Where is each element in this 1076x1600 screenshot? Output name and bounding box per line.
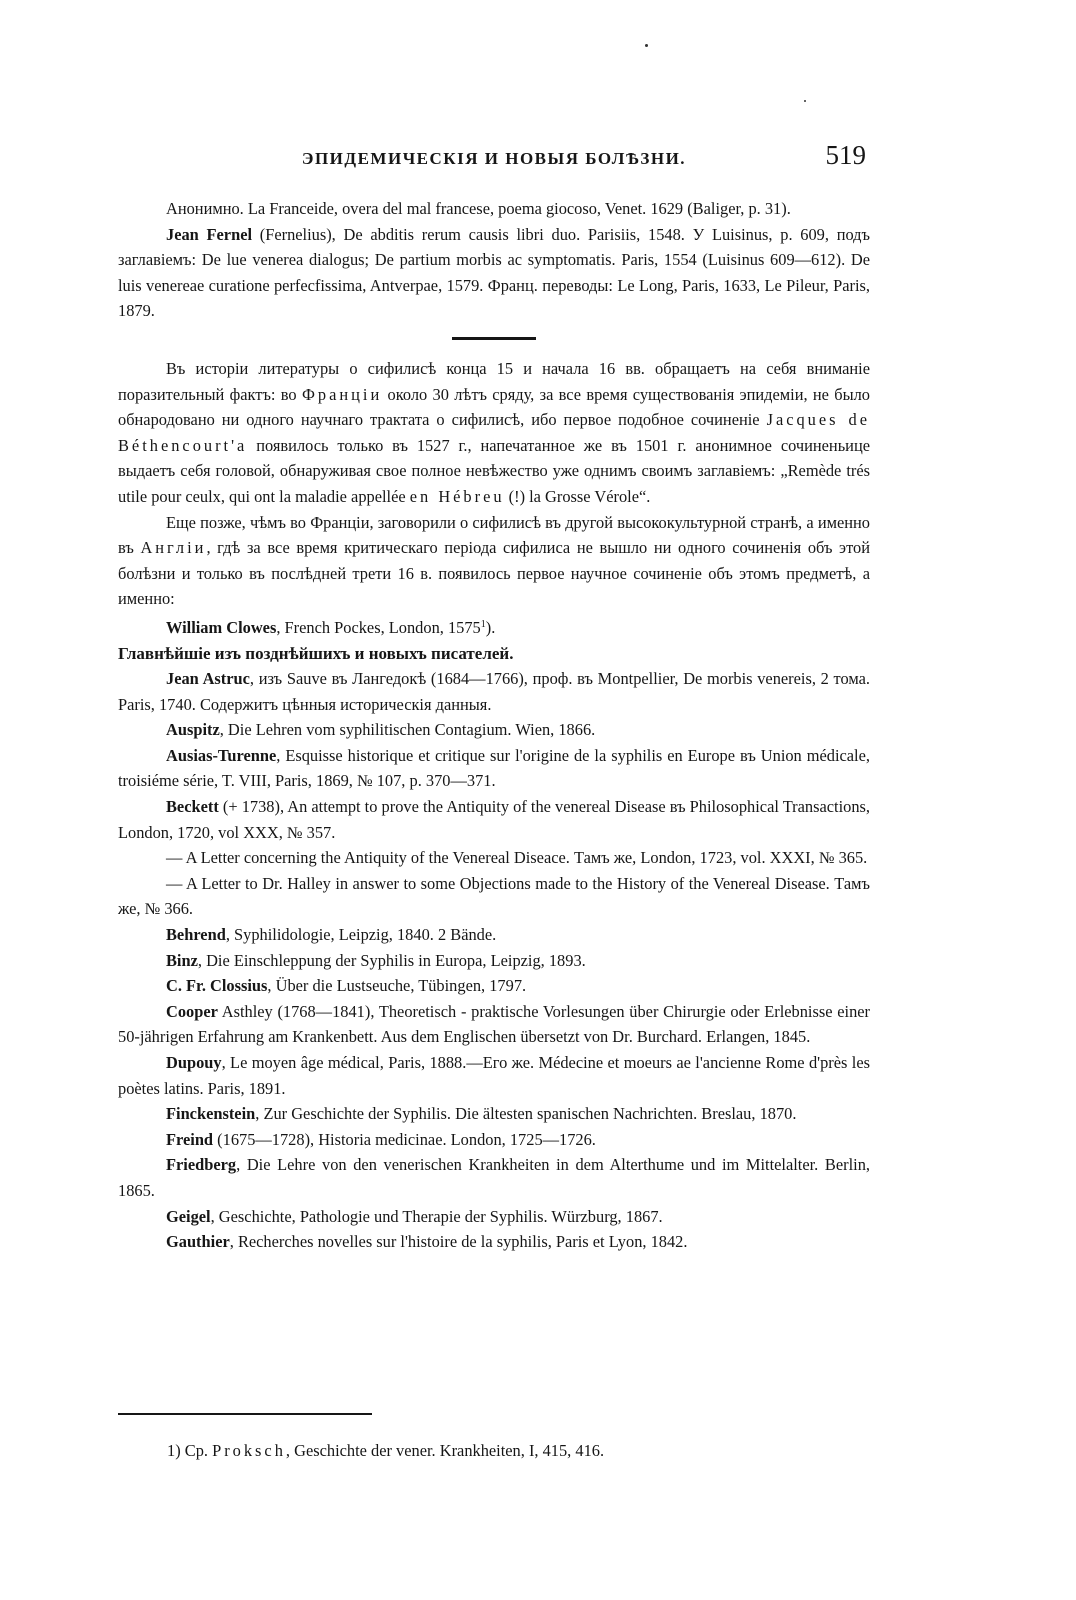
- entry-anonymous: [118, 196, 870, 222]
- bibliography-entry: [118, 1127, 870, 1153]
- author-name: Beckett: [166, 797, 219, 817]
- bibliography-entry: [118, 871, 870, 922]
- author-name: C. Fr. Clossius: [166, 976, 268, 996]
- page-header: [118, 140, 870, 180]
- paragraph-text: (!) la Grosse Vérole“.: [504, 486, 651, 506]
- bibliography-entry: [118, 666, 870, 717]
- paragraph-text: Еще позже, чѣмъ во Франціи, заговорили о сифилисѣ въ другой высококультурной странѣ, а именно въ: [118, 512, 870, 558]
- entry-text: , изъ Sauve въ Лангедокѣ (1684—1766), проф. въ Montpellier, De morbis venereis, 2 тома. Paris, 1740. Содержитъ цѣнныя историческія данныя.: [118, 669, 870, 714]
- paragraph-text: появилось только въ 1527 г., напечатанное же въ 1501 г. анонимное сочиненьице выдаетъ себя головой, обнаруживая свое полное невѣжество уже однимъ своимъ заглавіемъ: „Remède trés utile pour ceulx, qui ont la maladie appellée: [118, 435, 870, 506]
- entry-text: — A Letter to Dr. Halley in answer to some Objections made to the History of the Venereal Disease. Тамъ же, № 366.: [118, 873, 870, 919]
- bibliography-entry: [118, 1152, 870, 1203]
- bibliography-entry: [118, 743, 870, 794]
- entry-text: , Zur Geschichte der Syphilis. Die ältesten spanischen Nachrichten. Breslau, 1870.: [255, 1104, 797, 1124]
- entry-text: , Syphilidologie, Leipzig, 1840. 2 Bände.: [225, 925, 497, 945]
- spaced-word: Англіи: [140, 538, 207, 558]
- spaced-word: Франціи: [301, 384, 383, 404]
- entry-text: , Die Lehren vom syphilitischen Contagium. Wien, 1866.: [219, 720, 596, 740]
- author-name: Geigel: [166, 1206, 211, 1226]
- footnote-rule: [118, 1413, 372, 1415]
- paragraph-text: , гдѣ за все время критическаго періода сифилиса не вышло ни одного сочиненія объ этой болѣзни и только въ послѣдней трети 16 в. появилось первое научное сочиненіе объ этомъ предметѣ, а именно:: [118, 538, 870, 609]
- author-name: Friedberg: [166, 1155, 237, 1175]
- entry-text: , Esquisse historique et critique sur l'origine de la syphilis en Europe въ Union médicale, troisiéme série, T. VIII, Paris, 1869, № 107, p. 370—371.: [118, 745, 870, 791]
- author-name: William Clowes: [166, 617, 277, 637]
- section-heading: Главнѣйшіе изъ позднѣйшихъ и новыхъ писателей.: [118, 643, 514, 663]
- author-name: Jean Astruc: [166, 669, 250, 689]
- running-title: ЭПИДЕМИЧЕСКІЯ И НОВЫЯ БОЛѢЗНИ.: [301, 149, 687, 168]
- bibliography-entry: [118, 794, 870, 845]
- bibliography-entry: [118, 1204, 870, 1230]
- bibliography-entry: [118, 948, 870, 974]
- footnote-text: , Geschichte der vener. Krankheiten, I, 415, 416.: [285, 1441, 605, 1460]
- print-speck: [645, 44, 648, 47]
- bibliography-entry: [118, 845, 870, 871]
- paragraph-france: [118, 356, 870, 510]
- page-number: 519: [825, 140, 866, 170]
- spaced-word: Proksch: [212, 1441, 286, 1460]
- entry-text: (+ 1738), An attempt to prove the Antiquity of the venereal Disease въ Philosophical Transactions, London, 1720, vol XXX, № 357.: [118, 797, 870, 842]
- entry-text: , Die Lehre von den venerischen Krankheiten in dem Alterthume und im Mittelalter. Berlin, 1865.: [118, 1155, 870, 1200]
- paragraph-england: [118, 510, 870, 612]
- entry-text: , Geschichte, Pathologie und Therapie der Syphilis. Würzburg, 1867.: [210, 1206, 663, 1226]
- author-name: Finckenstein: [166, 1104, 256, 1124]
- bibliography-entry: [118, 1229, 870, 1255]
- footnote-ref[interactable]: 1: [480, 618, 486, 630]
- bibliography-list: [118, 666, 870, 1255]
- entry-text: , Le moyen âge médical, Paris, 1888.—Его же. Médecine et moeurs ae l'ancienne Rome d'près les poètes latins. Paris, 1891.: [118, 1053, 870, 1098]
- print-speck: [804, 100, 806, 102]
- author-name: Gauthier: [166, 1232, 230, 1252]
- spaced-word: Jacques de Béthencourt'a: [118, 410, 870, 455]
- paragraph-text: Въ исторіи литературы о сифилисѣ конца 15 и начала 16 вв. обращаетъ на себя вниманіе поразительный фактъ: во: [118, 358, 870, 404]
- paragraph-text: около 30 лѣтъ сряду, за все время существованія эпидеміи, не было обнародовано ни одного научнаго трактата о сифилисѣ, ибо первое подобное сочиненіе: [118, 384, 870, 430]
- spaced-word: en Hébreu: [409, 486, 505, 506]
- bibliography-entry: [118, 717, 870, 743]
- entry-fernel: [118, 222, 870, 324]
- entry-text: — A Letter concerning the Antiquity of the Venereal Diseace. Тамъ же, London, 1723, vol. XXXI, № 365.: [166, 848, 868, 868]
- section-divider: [452, 337, 536, 340]
- entry-text: (1675—1728), Historia medicinae. London, 1725—1726.: [213, 1129, 596, 1149]
- author-name: Jean Fernel: [166, 224, 253, 244]
- bibliography-entry: [118, 922, 870, 948]
- footnote-text: ) Cp.: [175, 1441, 213, 1460]
- entry-text: Asthley (1768—1841), Theoretisch - praktische Vorlesungen über Chirurgie oder Erlebnisse einer 50-jährigen Erfahrung am Krankenbett. Aus dem Englischen übersetzt von Dr. Burchard. Erlangen, 1845.: [118, 1001, 870, 1047]
- bibliography-entry: [118, 1050, 870, 1101]
- entry-clowes: [118, 612, 870, 641]
- footnote: [167, 1440, 867, 1462]
- entry-text: Анонимно. La Franceide, overa del mal francese, poema giocoso, Venet. 1629 (Baliger, p. 31).: [166, 199, 791, 218]
- entry-text: , Die Einschleppung der Syphilis in Europa, Leipzig, 1893.: [197, 950, 586, 970]
- author-name: Dupouy: [166, 1053, 222, 1072]
- entry-text: ).: [485, 617, 496, 637]
- author-name: Ausias-Turenne: [166, 745, 277, 765]
- author-name: Freind: [166, 1129, 214, 1149]
- footnote-marker: 1: [167, 1441, 176, 1460]
- entry-text: , Recherches novelles sur l'histoire de la syphilis, Paris et Lyon, 1842.: [229, 1232, 688, 1252]
- entry-text: (Fernelius), De abditis rerum causis libri duo. Parisiis, 1548. У Luisinus, p. 609, подъ заглавіемъ: De lue venerea dialogus; De partium morbis ac symptomatis. Paris, 1554 (Luisinus 609—612). De luis venereae curatione perfecfissima, Antverpae, 1579. Франц. переводы: Le Long, Paris, 1633, Le Pileur, Paris, 1879.: [118, 224, 870, 321]
- author-name: Cooper: [166, 1001, 218, 1021]
- entry-text: , Über die Lustseuche, Tübingen, 1797.: [267, 976, 527, 996]
- author-name: Binz: [166, 950, 198, 970]
- bibliography-entry: [118, 1101, 870, 1127]
- author-name: Auspitz: [166, 720, 220, 740]
- page-body: [118, 196, 870, 1255]
- author-name: Behrend: [166, 925, 226, 945]
- bibliography-entry: [118, 999, 870, 1050]
- bibliography-entry: [118, 973, 870, 999]
- entry-text: , French Pockes, London, 1575: [276, 617, 481, 637]
